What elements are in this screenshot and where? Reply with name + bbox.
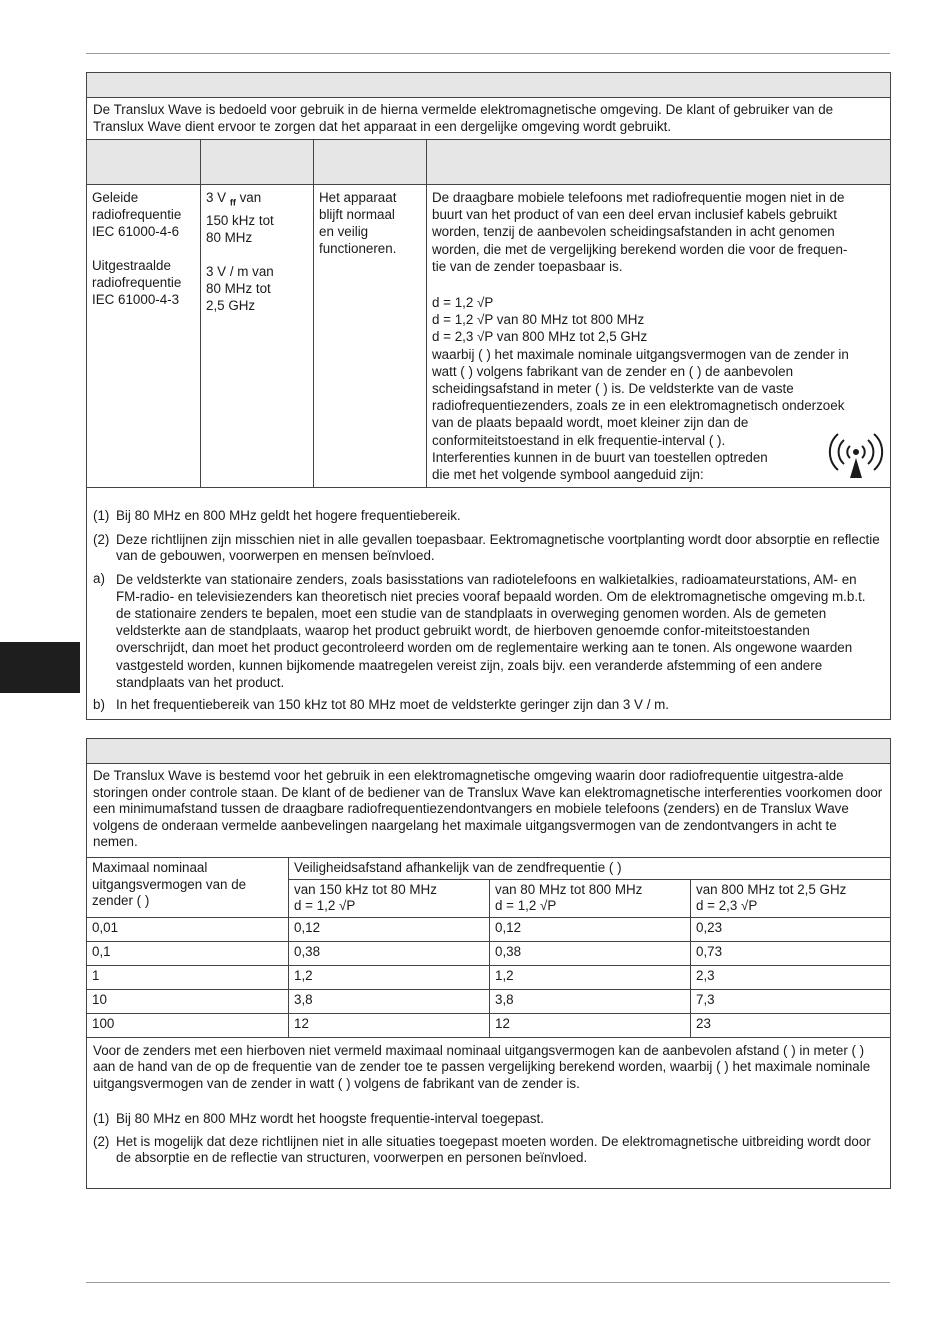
table1-note: a) De veldsterkte van stationaire zenders, zoals basisstations van radiotelefoons en walkietalkies, radioamateurstations, AM- en FM-radio- en televisiezenders kan theoretisch niet precies vooraf bepaald worden. Om de elektromagnetische omgeving m.b.t. de stationaire zenders te bepalen, moet een studie van de standplaats in overweging genomen worden. Als de gemeten veldsterkte aan de standplaats, waarop het product gebruikt wordt, de hierboven genoemde confor-miteitstoestanden overschrijdt, dan moet het product gecontroleerd worden om de reglementaire werking aan te tonen. Als ongewone waarden vastgesteld worden, kunnen bijkomende maatregelen vereist zijn, zoals bijv. een veranderde afstemming of een andere standplaats van het product. <box>93 570 866 690</box>
guidance-line: buurt van het product of van een deel ervan inclusief kabels gebruikt <box>432 207 837 223</box>
table1-header-cell-4 <box>426 140 890 184</box>
table-row: 1 1,2 1,2 2,3 <box>87 965 890 989</box>
table1-note: (2) Deze richtlijnen zijn misschien niet in alle gevallen toepasbaar. Eektromagnetische voortplanting wordt door absorptie en reflectie van de gebouwen, voorwerpen en mensen beïnvloed. <box>93 531 880 563</box>
test-level-line: 80 MHz tot <box>206 280 271 296</box>
non-ionizing-radiation-icon <box>828 430 884 480</box>
guidance-line: waarbij ( ) het maximale nominale uitgangsvermogen van de zender in <box>432 346 849 362</box>
table1-notes <box>87 488 890 713</box>
guidance-line: tie van de zender toepasbaar is. <box>432 258 623 274</box>
table-row: 100 12 12 23 <box>87 1013 890 1037</box>
guidance-line: worden, tenzij de aanbevolen scheidingsafstanden in acht genomen <box>432 224 835 240</box>
table2-header-bar <box>87 739 890 764</box>
side-tab-marker <box>0 642 80 693</box>
phenomenon-line: Uitgestraalde <box>92 258 171 273</box>
table1-header-cell-1 <box>87 140 200 184</box>
guidance-line: Interferenties kunnen in de buurt van toestellen optreden <box>432 449 768 465</box>
formula-line: d = 1,2 √P <box>432 295 494 311</box>
compliance-line: Het apparaat <box>319 190 397 205</box>
table1-note: b) In het frequentiebereik van 150 kHz tot 80 MHz moet de veldsterkte geringer zijn dan 3 V / m. <box>93 696 670 712</box>
formula-line: d = 2,3 √P van 800 MHz tot 2,5 GHz <box>432 329 648 345</box>
compliance-cell <box>313 185 426 487</box>
table1-header-cell-3 <box>313 140 426 184</box>
guidance-line: van de plaats bepaald wordt, moet kleiner zijn dan de <box>432 415 749 431</box>
guidance-line: De draagbare mobiele telefoons met radiofrequentie mogen niet in de <box>432 190 845 205</box>
test-level-line: 3 V / m van <box>206 263 274 279</box>
guidance-line: watt ( ) volgens fabrikant van de zender en ( ) de aanbevolen <box>432 363 794 379</box>
phenomenon-line: IEC 61000-4-3 <box>92 292 180 307</box>
phenomenon-line: Geleide <box>92 190 139 205</box>
band-header-2: van 80 MHz tot 800 MHz d = 1,2 √P <box>490 879 691 917</box>
table2-footer-text: Voor de zenders met een hierboven niet vermeld maximaal nominaal uitgangsvermogen kan de aanbevolen afstand ( ) in meter ( ) aan de hand van de op de frequentie van de zender toe te passen vergelijking berekend worden, waarbij ( ) het maximale nominale uitgangsvermogen van de zender in watt ( ) volgens de fabrikant van de zender is. <box>93 1042 871 1091</box>
phenomenon-line: radiofrequentie <box>92 275 182 290</box>
test-level-line: 80 MHz <box>206 229 253 245</box>
table2-intro: De Translux Wave is bestemd voor het gebruik in een elektromagnetische omgeving waarin door radiofrequentie uitgestra-alde storingen onder controle staan. De klant of de bediener van de Translux Wave kan elektromagnetische interferenties voorkomen door een minimumafstand tussen de draagbare radiofrequentiezendontvangers en mobiele telefoons (zenders) en de Translux Wave volgens de onderaan vermelde aanbevelingen naargelang het maximale uitgangsvermogen van de zendontvangers in acht te nemen. <box>93 768 883 849</box>
table1-intro: De Translux Wave is bedoeld voor gebruik in de hierna vermelde elektromagnetische omgeving. De klant of gebruiker van de Translux Wave dient ervoor te zorgen dat het apparaat in een dergelijke omgeving wordt gebruikt. <box>87 98 890 140</box>
power-column-header: Maximaal nominaal uitgangsvermogen van de zender ( ) <box>87 858 289 918</box>
test-level-line: 150 kHz tot <box>206 212 274 228</box>
guidance-line: conformiteitstoestand in elk frequentie-interval ( ). <box>432 432 726 448</box>
phenomenon-cell <box>87 185 200 487</box>
table2-note: (2) Het is mogelijk dat deze richtlijnen niet in alle situaties toegepast moeten worden. De elektromagnetische uitbreiding wordt door de absorptie en de reflectie van structuren, voorwerpen en personen beïnvloed. <box>93 1133 871 1165</box>
guidance-line: scheidingsafstand in meter ( ) is. De veldsterkte van de vaste <box>432 381 794 397</box>
table1-column-header <box>87 140 890 185</box>
table1-note: (1) Bij 80 MHz en 800 MHz geldt het hogere frequentiebereik. <box>93 508 461 523</box>
table1-header-bar <box>87 73 890 98</box>
table1-header-cell-2 <box>200 140 313 184</box>
guidance-line: worden, die met de vergelijking berekend worden die voor de frequen- <box>432 241 848 257</box>
bottom-rule <box>86 1282 890 1283</box>
table2-note: (1) Bij 80 MHz en 800 MHz wordt het hoogste frequentie-interval toegepast. <box>93 1111 544 1126</box>
test-level-cell <box>200 185 313 487</box>
phenomenon-line: IEC 61000-4-6 <box>92 224 180 239</box>
test-level-line: 2,5 GHz <box>206 297 256 313</box>
guidance-line: radiofrequentiezenders, zoals ze in een elektromagnetisch onderzoek <box>432 398 845 414</box>
table1-body-row <box>87 185 890 488</box>
compliance-line: functioneren. <box>319 241 397 256</box>
table-row: 10 3,8 3,8 7,3 <box>87 989 890 1013</box>
guidance-cell <box>426 185 890 487</box>
table2-footer <box>87 1038 890 1167</box>
compliance-line: en veilig <box>319 224 369 239</box>
compliance-line: blijft normaal <box>319 207 395 222</box>
table-row: 0,1 0,38 0,38 0,73 <box>87 941 890 965</box>
formula-line: d = 1,2 √P van 80 MHz tot 800 MHz <box>432 312 645 328</box>
distance-grid <box>87 857 890 1038</box>
band-header-3: van 800 MHz tot 2,5 GHz d = 2,3 √P <box>691 879 891 917</box>
guidance-line: die met het volgende symbool aangeduid zijn: <box>432 467 704 483</box>
table-row: 0,01 0,12 0,12 0,23 <box>87 917 890 941</box>
test-level-line: 3 V $_{ff}$ van <box>206 190 262 208</box>
top-rule <box>86 53 890 54</box>
band-header-1: van 150 kHz tot 80 MHz d = 1,2 √P <box>289 879 490 917</box>
phenomenon-line: radiofrequentie <box>92 207 182 222</box>
immunity-table <box>86 72 891 720</box>
separation-distance-table <box>86 738 891 1189</box>
distance-span-header: Veiligheidsafstand afhankelijk van de zendfrequentie ( ) <box>289 858 891 880</box>
